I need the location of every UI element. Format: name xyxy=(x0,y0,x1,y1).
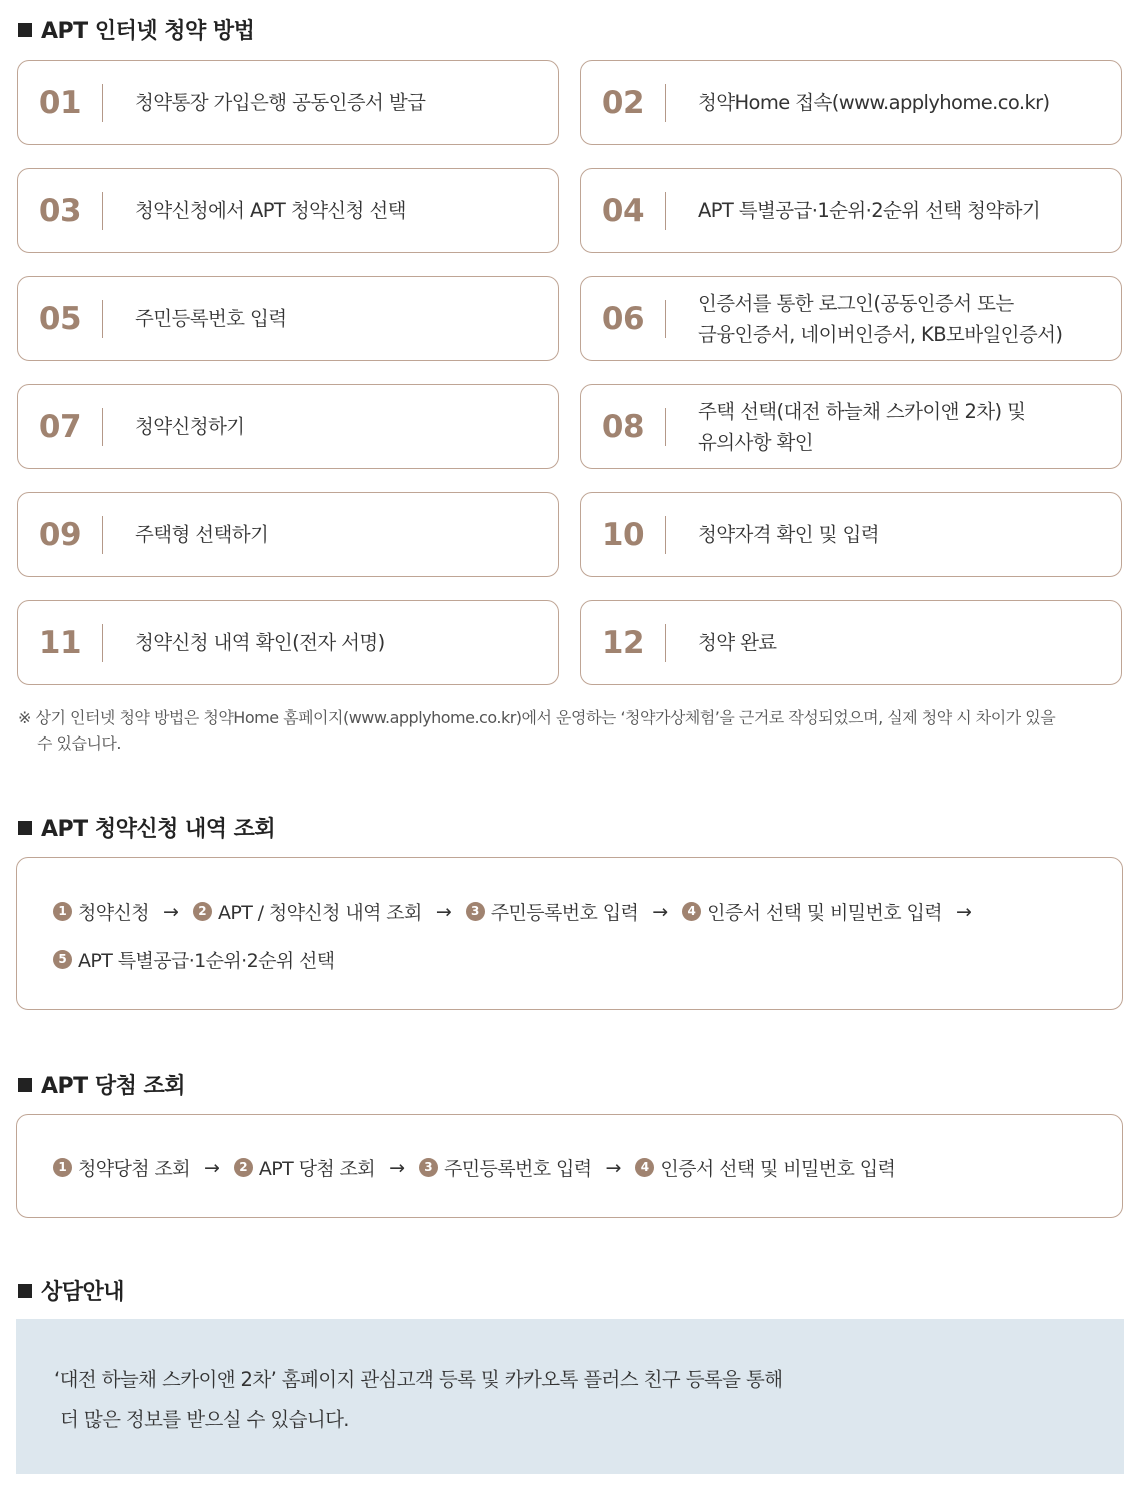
number-badge: 4 xyxy=(682,902,701,921)
divider xyxy=(102,300,103,338)
step-text: 인증서를 통한 로그인(공동인증서 또는 금융인증서, 네이버인증서, KB모바일인증서) xyxy=(698,291,1063,346)
number-badge: 4 xyxy=(635,1158,654,1177)
divider xyxy=(102,192,103,230)
footnote-line-2: 수 있습니다. xyxy=(37,734,121,753)
step-box-10 xyxy=(580,492,1122,577)
section-title-text: APT 청약신청 내역 조회 xyxy=(41,817,276,842)
consult-info-box xyxy=(16,1319,1124,1474)
step-number: 07 xyxy=(38,408,82,445)
step-text: 주택형 선택하기 xyxy=(135,523,269,546)
divider xyxy=(102,408,103,446)
divider xyxy=(665,300,666,338)
flow-step: 3 주민등록번호 입력 xyxy=(466,898,638,925)
step-box-06 xyxy=(580,276,1122,361)
step-number: 12 xyxy=(601,624,645,661)
number-badge: 1 xyxy=(53,1158,72,1177)
flow-step: 2 APT / 청약신청 내역 조회 xyxy=(193,898,422,925)
step-text: 청약자격 확인 및 입력 xyxy=(698,523,879,546)
footnote-line-1: ※ 상기 인터넷 청약 방법은 청약Home 홈페이지(www.applyhome.co.kr)에서 운영하는 ‘청약가상체험’을 근거로 작성되었으며, 실제 청약 시 차이가 있을 xyxy=(18,708,1056,727)
flow-step: 2 APT 당첨 조회 xyxy=(234,1154,375,1181)
flow-line-2 xyxy=(53,946,335,973)
step-number: 08 xyxy=(601,408,645,445)
arrow-right-icon: → xyxy=(955,900,972,923)
section-title-text: APT 당첨 조회 xyxy=(41,1074,185,1099)
step-box-02 xyxy=(580,60,1122,145)
step-number: 09 xyxy=(38,516,82,553)
flow-line-1 xyxy=(53,1154,895,1181)
number-badge: 2 xyxy=(193,902,212,921)
section-title-text: APT 인터넷 청약 방법 xyxy=(41,19,255,44)
section-title-internet-apply xyxy=(18,14,254,45)
step-box-12 xyxy=(580,600,1122,685)
square-bullet-icon xyxy=(18,1078,32,1092)
divider xyxy=(102,84,103,122)
section-title-winning xyxy=(18,1069,185,1100)
step-text: 청약신청에서 APT 청약신청 선택 xyxy=(135,199,406,222)
divider xyxy=(665,624,666,662)
step-text: 청약Home 접속(www.applyhome.co.kr) xyxy=(698,91,1050,114)
step-text: 주택 선택(대전 하늘채 스카이앤 2차) 및 유의사항 확인 xyxy=(698,399,1026,454)
step-number: 03 xyxy=(38,192,82,229)
step-text: 주민등록번호 입력 xyxy=(135,307,287,330)
step-number: 02 xyxy=(601,84,645,121)
arrow-right-icon: → xyxy=(203,1156,220,1179)
flow-line-1 xyxy=(53,898,986,925)
number-badge: 5 xyxy=(53,950,72,969)
history-flow-box xyxy=(16,857,1123,1010)
section-title-history xyxy=(18,812,275,843)
step-box-05 xyxy=(17,276,559,361)
step-box-01 xyxy=(17,60,559,145)
step-box-09 xyxy=(17,492,559,577)
divider xyxy=(102,516,103,554)
arrow-right-icon: → xyxy=(389,1156,405,1179)
step-text: 청약통장 가입은행 공동인증서 발급 xyxy=(135,91,426,114)
step-text: 청약 완료 xyxy=(698,631,777,654)
step-box-04 xyxy=(580,168,1122,253)
consult-line-1: ‘대전 하늘채 스카이앤 2차’ 홈페이지 관심고객 등록 및 카카오톡 플러스 친구 등록을 통해 xyxy=(54,1368,783,1391)
flow-step: 1 청약당첨 조회 xyxy=(53,1154,190,1181)
step-text: 청약신청 내역 확인(전자 서명) xyxy=(135,631,385,654)
arrow-right-icon: → xyxy=(435,900,452,923)
arrow-right-icon: → xyxy=(605,1156,622,1179)
flow-step: 3 주민등록번호 입력 xyxy=(419,1154,591,1181)
flow-step: 4 인증서 선택 및 비밀번호 입력 xyxy=(682,898,942,925)
arrow-right-icon: → xyxy=(163,900,179,923)
step-text: 청약신청하기 xyxy=(135,415,245,438)
step-box-07 xyxy=(17,384,559,469)
square-bullet-icon xyxy=(18,23,32,37)
winning-flow-box xyxy=(16,1114,1123,1218)
footnote xyxy=(18,705,1128,757)
step-number: 04 xyxy=(601,192,645,229)
arrow-right-icon: → xyxy=(652,900,669,923)
step-box-08 xyxy=(580,384,1122,469)
divider xyxy=(102,624,103,662)
square-bullet-icon xyxy=(18,821,32,835)
number-badge: 3 xyxy=(466,902,485,921)
step-number: 11 xyxy=(38,624,82,661)
number-badge: 3 xyxy=(419,1158,438,1177)
number-badge: 2 xyxy=(234,1158,253,1177)
divider xyxy=(665,516,666,554)
number-badge: 1 xyxy=(53,902,72,921)
divider xyxy=(665,408,666,446)
square-bullet-icon xyxy=(18,1284,32,1298)
divider xyxy=(665,84,666,122)
section-title-consult xyxy=(18,1275,124,1306)
section-title-text: 상담안내 xyxy=(41,1280,125,1305)
step-number: 01 xyxy=(38,84,82,121)
divider xyxy=(665,192,666,230)
step-text: APT 특별공급·1순위·2순위 선택 청약하기 xyxy=(698,199,1041,222)
flow-step: 5 APT 특별공급·1순위·2순위 선택 xyxy=(53,946,335,973)
consult-line-2: 더 많은 정보를 받으실 수 있습니다. xyxy=(60,1408,349,1431)
step-box-03 xyxy=(17,168,559,253)
flow-step: 4 인증서 선택 및 비밀번호 입력 xyxy=(635,1154,895,1181)
step-number: 05 xyxy=(38,300,82,337)
step-number: 10 xyxy=(601,516,645,553)
flow-step: 1 청약신청 xyxy=(53,898,149,925)
step-number: 06 xyxy=(601,300,645,337)
step-box-11 xyxy=(17,600,559,685)
